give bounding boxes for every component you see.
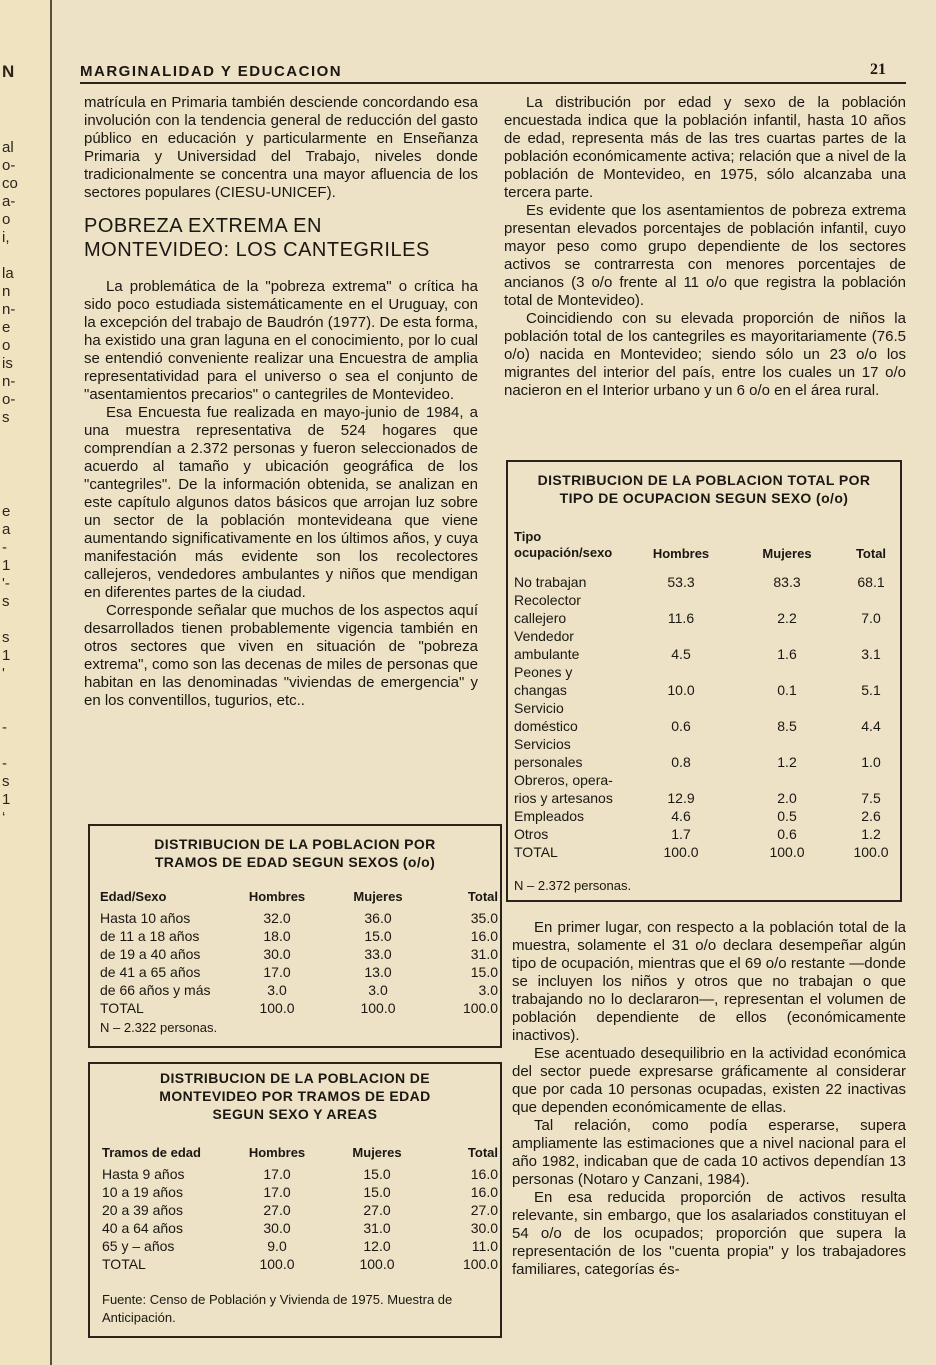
row-label-line: No trabajan: [514, 574, 587, 590]
column-header: Edad/Sexo: [100, 888, 167, 904]
gutter-fragment: -: [2, 719, 7, 736]
table-row: [102, 1219, 498, 1237]
table-title-line: DISTRIBUCION DE LA POBLACION DE: [159, 1070, 431, 1086]
table-row: [102, 1201, 498, 1219]
cell: 7.0: [861, 610, 881, 626]
gutter-fragment: 1: [2, 791, 11, 808]
table-row: [100, 981, 498, 999]
table-row: [100, 945, 498, 963]
cell: 1.7: [671, 826, 691, 842]
adjacent-page-strip: [0, 0, 52, 1365]
table-note: N – 2.372 personas.: [514, 878, 632, 893]
paragraph: Tal relación, como podía esperarse, supera ampliamente las estimaciones que a nivel nacional para el año 1982, indicaban que de cada 10 activos dependían 13 personas (Notaro y Canzani, 1984).: [512, 1117, 906, 1188]
cell: 2.6: [861, 808, 881, 824]
gutter-fragment: e: [2, 319, 11, 336]
cell: 13.0: [364, 964, 392, 980]
table-row: [514, 699, 892, 735]
right-column-lower: [512, 919, 906, 1279]
row-label-line: Recolector: [514, 592, 581, 608]
cell: 1.0: [861, 754, 881, 770]
section-title-line: MONTEVIDEO: LOS CANTEGRILES: [84, 239, 430, 261]
row-label: [514, 591, 638, 627]
table-note: N – 2.322 personas.: [100, 1020, 218, 1035]
gutter-fragment: s: [2, 593, 10, 610]
cell: 35.0: [470, 910, 498, 926]
row-label-line: Servicios: [514, 736, 571, 752]
column-header: Mujeres: [762, 546, 812, 561]
cell: 3.0: [267, 982, 287, 998]
cell: 12.0: [363, 1238, 391, 1254]
gutter-fragment: la: [2, 265, 14, 282]
cell: 17.0: [263, 1166, 291, 1182]
gutter-fragment: 1: [2, 647, 11, 664]
cell: 8.5: [777, 718, 797, 734]
table-row: [514, 735, 892, 771]
column-header: Total: [467, 1144, 498, 1160]
row-label: [514, 627, 638, 663]
table-title: [508, 471, 900, 507]
row-label: 65 y – años: [102, 1238, 175, 1254]
gutter-fragment: -: [2, 539, 7, 556]
cell: 16.0: [470, 1184, 498, 1200]
cell: 100.0: [462, 1256, 498, 1272]
table-row: [514, 627, 892, 663]
table-row: [102, 1183, 498, 1201]
gutter-fragment: is: [2, 355, 13, 372]
row-label: 20 a 39 años: [102, 1202, 183, 1218]
cell: 15.0: [363, 1184, 391, 1200]
cell: 0.8: [671, 754, 691, 770]
column-header: Hombres: [652, 546, 710, 561]
row-label-line: changas: [514, 682, 567, 698]
table-row: [514, 771, 892, 807]
row-label: 10 a 19 años: [102, 1184, 183, 1200]
table-montevideo-distribution: [88, 1062, 502, 1338]
row-label: TOTAL: [514, 844, 558, 860]
table-row-total: [100, 999, 498, 1017]
row-label: Hasta 10 años: [100, 910, 191, 926]
gutter-fragment: s: [2, 409, 10, 426]
row-label: TOTAL: [100, 1000, 144, 1016]
row-label: [514, 663, 638, 699]
cell: 12.9: [667, 790, 695, 806]
header-line: ocupación/sexo: [514, 545, 613, 560]
cell: 31.0: [470, 946, 498, 962]
gutter-fragment: n-: [2, 373, 16, 390]
table-title-line: MONTEVIDEO POR TRAMOS DE EDAD: [159, 1088, 431, 1104]
cell: 32.0: [263, 910, 291, 926]
table-title: [90, 1069, 500, 1123]
cell: 7.5: [861, 790, 881, 806]
cell: 11.0: [471, 1238, 498, 1254]
row-label: Otros: [514, 826, 549, 842]
cell: 2.2: [777, 610, 797, 626]
row-label-line: ambulante: [514, 646, 580, 662]
cell: 53.3: [667, 574, 695, 590]
gutter-fragment: e: [2, 503, 11, 520]
age-table: [100, 883, 498, 1017]
table-title: [90, 835, 500, 871]
row-label-line: Peones y: [514, 664, 573, 680]
table-row: [100, 927, 498, 945]
cell: 30.0: [263, 946, 291, 962]
cell: 2.0: [777, 790, 797, 806]
header-line: Tipo: [514, 529, 542, 544]
column-header-type: [514, 529, 638, 561]
cell: 9.0: [267, 1238, 287, 1254]
row-label-line: rios y artesanos: [514, 790, 613, 806]
gutter-fragment: a-: [2, 193, 16, 210]
cell: 17.0: [263, 1184, 291, 1200]
table-row: [514, 591, 892, 627]
cell: 31.0: [363, 1220, 391, 1236]
cell: 0.1: [777, 682, 797, 698]
running-head: MARGINALIDAD Y EDUCACION: [80, 63, 343, 80]
cell: 36.0: [364, 910, 392, 926]
cell: 1.6: [777, 646, 797, 662]
cell: 15.0: [470, 964, 498, 980]
cell: 100.0: [853, 844, 889, 860]
gutter-fragment: n-: [2, 301, 16, 318]
cell: 0.5: [777, 808, 797, 824]
column-header: Tramos de edad: [102, 1144, 201, 1160]
table-occupation-distribution: [506, 460, 902, 902]
cell: 27.0: [263, 1202, 291, 1218]
cell: 4.5: [671, 646, 691, 662]
row-label: de 41 a 65 años: [100, 964, 201, 980]
cell: 0.6: [671, 718, 691, 734]
paragraph: En esa reducida proporción de activos resulta relevante, sin embargo, que los asalariados constituyan el 54 o/o de los ocupados; proporción que supera la representación de los "cuenta propia" y los trabajadores familiares, categorías és-: [512, 1189, 906, 1278]
paragraph: Esa Encuesta fue realizada en mayo-junio de 1984, a una muestra representativa de 524 hogares que comprendían a 2.372 personas y fueron seleccionados de acuerdo al tamaño y ubicación geográfica de los "cantegriles". De la información obtenida, se analizan en este capítulo algunos datos básicos que arrojan luz sobre un sector de la población montevideana que viene aumentando significativamente en los últimos años, y cuya manifestación más evidente son los recolectores callejeros, vendedores ambulantes y niños que mendigan en diferentes partes de la ciudad.: [84, 404, 478, 601]
cell: 0.6: [777, 826, 797, 842]
gutter-fragment: co: [2, 175, 18, 192]
row-label-line: personales: [514, 754, 583, 770]
column-header: Total: [467, 888, 498, 904]
cell: 33.0: [364, 946, 392, 962]
gutter-fragment: s: [2, 629, 10, 646]
cell: 16.0: [470, 1166, 498, 1182]
paragraph: Corresponde señalar que muchos de los aspectos aquí desarrollados tienen probablemente vigencia también en otros sectores que viven en situación de "pobreza extrema", como son las decenas de miles de personas que habitan en las denominadas "viviendas de emergencia" y en los conventillos, tugurios, etc..: [84, 602, 478, 709]
table-title-line: TRAMOS DE EDAD SEGUN SEXOS (o/o): [154, 854, 436, 870]
table-row: [100, 909, 498, 927]
row-label: de 11 a 18 años: [100, 928, 200, 944]
occupation-table: [514, 529, 892, 861]
cell: 15.0: [363, 1166, 391, 1182]
row-label: [514, 735, 638, 771]
table-source: Fuente: Censo de Población y Vivienda de 1975. Muestra de Anticipación.: [102, 1292, 453, 1325]
gutter-fragment: o-: [2, 157, 16, 174]
paragraph: Es evidente que los asentamientos de pobreza extrema presentan elevados porcentajes de población infantil, cuyo mayor peso como grupo dependiente de los sectores activos se contrarresta con menores porcentajes de ancianos (3 o/o frente al 11 o/o que registra la población total de Montevideo).: [504, 202, 906, 309]
gutter-fragment: ‘: [2, 809, 6, 826]
cell: 3.0: [368, 982, 388, 998]
table-row: [514, 663, 892, 699]
cell: 30.0: [263, 1220, 291, 1236]
paragraph: Ese acentuado desequilibrio en la actividad económica del sector puede expresarse gráficamente al considerar que por cada 10 personas ocupadas, existen 22 inactivas que dependen económicamente de ellas.: [512, 1045, 906, 1116]
gutter-fragment: al: [2, 139, 14, 156]
row-label: TOTAL: [102, 1256, 146, 1272]
row-label-line: Servicio: [514, 700, 564, 716]
cell: 83.3: [773, 574, 801, 590]
paragraph: La distribución por edad y sexo de la población encuestada indica que la población infantil, hasta 10 años de edad, representa más de las tres cuartas partes de la población económicamente activa; relación que a nivel de la población de Montevideo, en 1975, sólo alcanzaba una tercera parte.: [504, 94, 906, 201]
cell: 18.0: [263, 928, 291, 944]
row-label-line: doméstico: [514, 718, 578, 734]
row-label-line: Vendedor: [514, 628, 574, 644]
column-header: Mujeres: [353, 888, 403, 904]
table-row: [514, 573, 892, 591]
row-label: Hasta 9 años: [102, 1166, 185, 1182]
gutter-fragment: 1: [2, 557, 11, 574]
table-row: [102, 1165, 498, 1183]
row-label: [514, 699, 638, 735]
left-column: [84, 94, 478, 710]
row-label: [514, 771, 638, 807]
row-label: de 19 a 40 años: [100, 946, 201, 962]
section-title-line: POBREZA EXTREMA EN: [84, 215, 322, 237]
cell: 4.4: [861, 718, 881, 734]
cell: 5.1: [861, 682, 881, 698]
row-label-line: callejero: [514, 610, 567, 626]
header-rule: [80, 82, 906, 84]
paragraph: Coincidiendo con su elevada proporción de niños la población total de los cantegriles es mayoritariamente (76.5 o/o) nacida en Montevideo; siendo sólo un 23 o/o los migrantes del interior del país, entre los cuales un 17 o/o nacieron en el Interior urbano y un 6 o/o en el área rural.: [504, 310, 906, 399]
gutter-fragment: n: [2, 283, 11, 300]
cell: 1.2: [861, 826, 881, 842]
table-row: [100, 963, 498, 981]
table-title-line: SEGUN SEXO Y AREAS: [212, 1106, 378, 1122]
table-row: [514, 825, 892, 843]
paragraph: matrícula en Primaria también desciende concordando esa involución con la tendencia general de reducción del gasto público en educación y particularmente en Enseñanza Primaria y Universidad del Trabajo, niveles donde tradicionalmente se concentra una mayor afluencia de los sectores populares (CIESU-UNICEF).: [84, 94, 478, 201]
gutter-letter: N: [2, 62, 15, 81]
column-header: Mujeres: [352, 1144, 402, 1160]
table-row: [514, 807, 892, 825]
cell: 100.0: [259, 1000, 295, 1016]
cell: 68.1: [857, 574, 885, 590]
page-number: 21: [870, 61, 886, 78]
cell: 100.0: [359, 1256, 395, 1272]
right-column-upper: [504, 94, 906, 400]
row-label: 40 a 64 años: [102, 1220, 183, 1236]
row-label: Empleados: [514, 808, 585, 824]
gutter-fragment: o: [2, 211, 11, 228]
cell: 1.2: [777, 754, 797, 770]
gutter-fragment: o-: [2, 391, 16, 408]
table-age-distribution: [88, 824, 502, 1048]
row-label-line: Obreros, opera-: [514, 772, 613, 788]
cell: 3.0: [478, 982, 498, 998]
gutter-fragment: o: [2, 337, 11, 354]
cell: 100.0: [462, 1000, 498, 1016]
paragraph: En primer lugar, con respecto a la población total de la muestra, solamente el 31 o/o declara desempeñar algún tipo de ocupación, mientras que el 69 o/o restante —donde se incluyen los niños y otros que no trabajan o que trabajando no lo declararon—, representan el volumen de población dependiente de ellos (económicamente inactivos).: [512, 919, 906, 1044]
table-row-total: [514, 843, 892, 861]
cell: 4.6: [671, 808, 691, 824]
paragraph: La problemática de la "pobreza extrema" o crítica ha sido poco estudiada sistemáticamente en el Uruguay, con la excepción del trabajo de Baudrón (1977). De esta forma, ha existido una gran laguna en el conocimiento, por lo cual se entendió conveniente realizar una Encuestra de amplia representatividad para el universo o sea el conjunto de "asentamientos precarios" o cantegriles de Montevideo.: [84, 278, 478, 403]
cell: 30.0: [470, 1220, 498, 1236]
column-header: Hombres: [248, 888, 306, 904]
gutter-fragment: i,: [2, 229, 10, 246]
row-label: [514, 573, 638, 591]
cell: 16.0: [470, 928, 498, 944]
cell: 100.0: [663, 844, 699, 860]
section-title: [84, 214, 478, 262]
table-row: [102, 1237, 498, 1255]
cell: 100.0: [360, 1000, 396, 1016]
cell: 15.0: [364, 928, 392, 944]
gutter-fragment: s: [2, 773, 10, 790]
cell: 11.6: [667, 610, 695, 626]
gutter-fragment: '-: [2, 575, 10, 592]
gutter-fragment: ': [2, 665, 5, 682]
gutter-fragment: a: [2, 521, 11, 538]
column-header: Total: [855, 546, 887, 561]
cell: 100.0: [769, 844, 805, 860]
cell: 10.0: [667, 682, 695, 698]
montevideo-table: [102, 1139, 498, 1273]
table-title-line: TIPO DE OCUPACION SEGUN SEXO (o/o): [559, 490, 849, 506]
row-label: de 66 años y más: [100, 982, 211, 998]
cell: 27.0: [363, 1202, 391, 1218]
table-row-total: [102, 1255, 498, 1273]
column-header: Hombres: [248, 1144, 306, 1160]
cell: 17.0: [263, 964, 291, 980]
gutter-fragment: -: [2, 755, 7, 772]
cell: 27.0: [470, 1202, 498, 1218]
cell: 100.0: [259, 1256, 295, 1272]
table-title-line: DISTRIBUCION DE LA POBLACION POR: [154, 836, 436, 852]
table-title-line: DISTRIBUCION DE LA POBLACION TOTAL POR: [537, 472, 871, 488]
cell: 3.1: [861, 646, 881, 662]
